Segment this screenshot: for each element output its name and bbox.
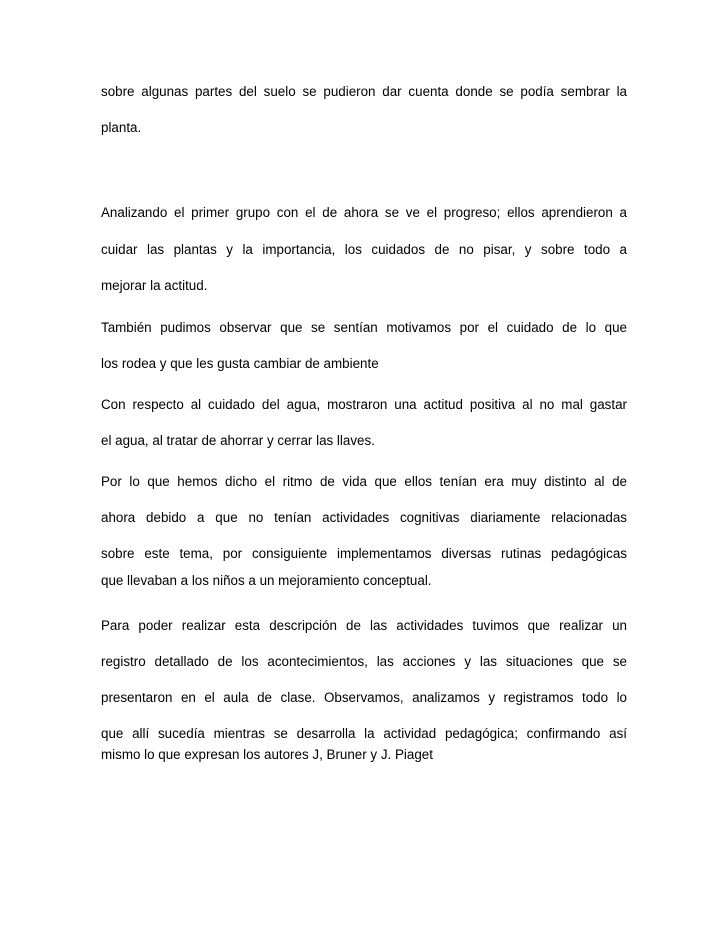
text-line: presentaron en el aula de clase. Observamos, analizamos y registramos todo lo — [101, 690, 627, 705]
text-line: cuidar las plantas y la importancia, los cuidados de no pisar, y sobre todo a — [101, 242, 627, 257]
text-line: los rodea y que les gusta cambiar de ambiente — [101, 356, 379, 371]
text-line: Analizando el primer grupo con el de ahora se ve el progreso; ellos aprendieron a — [101, 205, 627, 220]
text-line: Para poder realizar esta descripción de las actividades tuvimos que realizar un — [101, 618, 627, 633]
text-line: el agua, al tratar de ahorrar y cerrar las llaves. — [101, 433, 375, 448]
text-line: planta. — [101, 120, 142, 135]
text-line: sobre este tema, por consiguiente implementamos diversas rutinas pedagógicas — [101, 546, 627, 561]
text-line: que allí sucedía mientras se desarrolla la actividad pedagógica; confirmando así — [101, 726, 627, 741]
text-line: Por lo que hemos dicho el ritmo de vida que ellos tenían era muy distinto al de — [101, 474, 627, 489]
text-line: sobre algunas partes del suelo se pudieron dar cuenta donde se podía sembrar la — [101, 84, 627, 99]
text-line: mejorar la actitud. — [101, 278, 208, 293]
text-line: ahora debido a que no tenían actividades cognitivas diariamente relacionadas — [101, 510, 627, 525]
text-line: registro detallado de los acontecimientos, las acciones y las situaciones que se — [101, 654, 627, 669]
text-line: También pudimos observar que se sentían motivamos por el cuidado de lo que — [101, 320, 627, 335]
text-line: que llevaban a los niños a un mejoramiento conceptual. — [101, 573, 432, 588]
text-line: mismo lo que expresan los autores J, Bruner y J. Piaget — [101, 747, 433, 762]
text-line: Con respecto al cuidado del agua, mostraron una actitud positiva al no mal gastar — [101, 397, 627, 412]
